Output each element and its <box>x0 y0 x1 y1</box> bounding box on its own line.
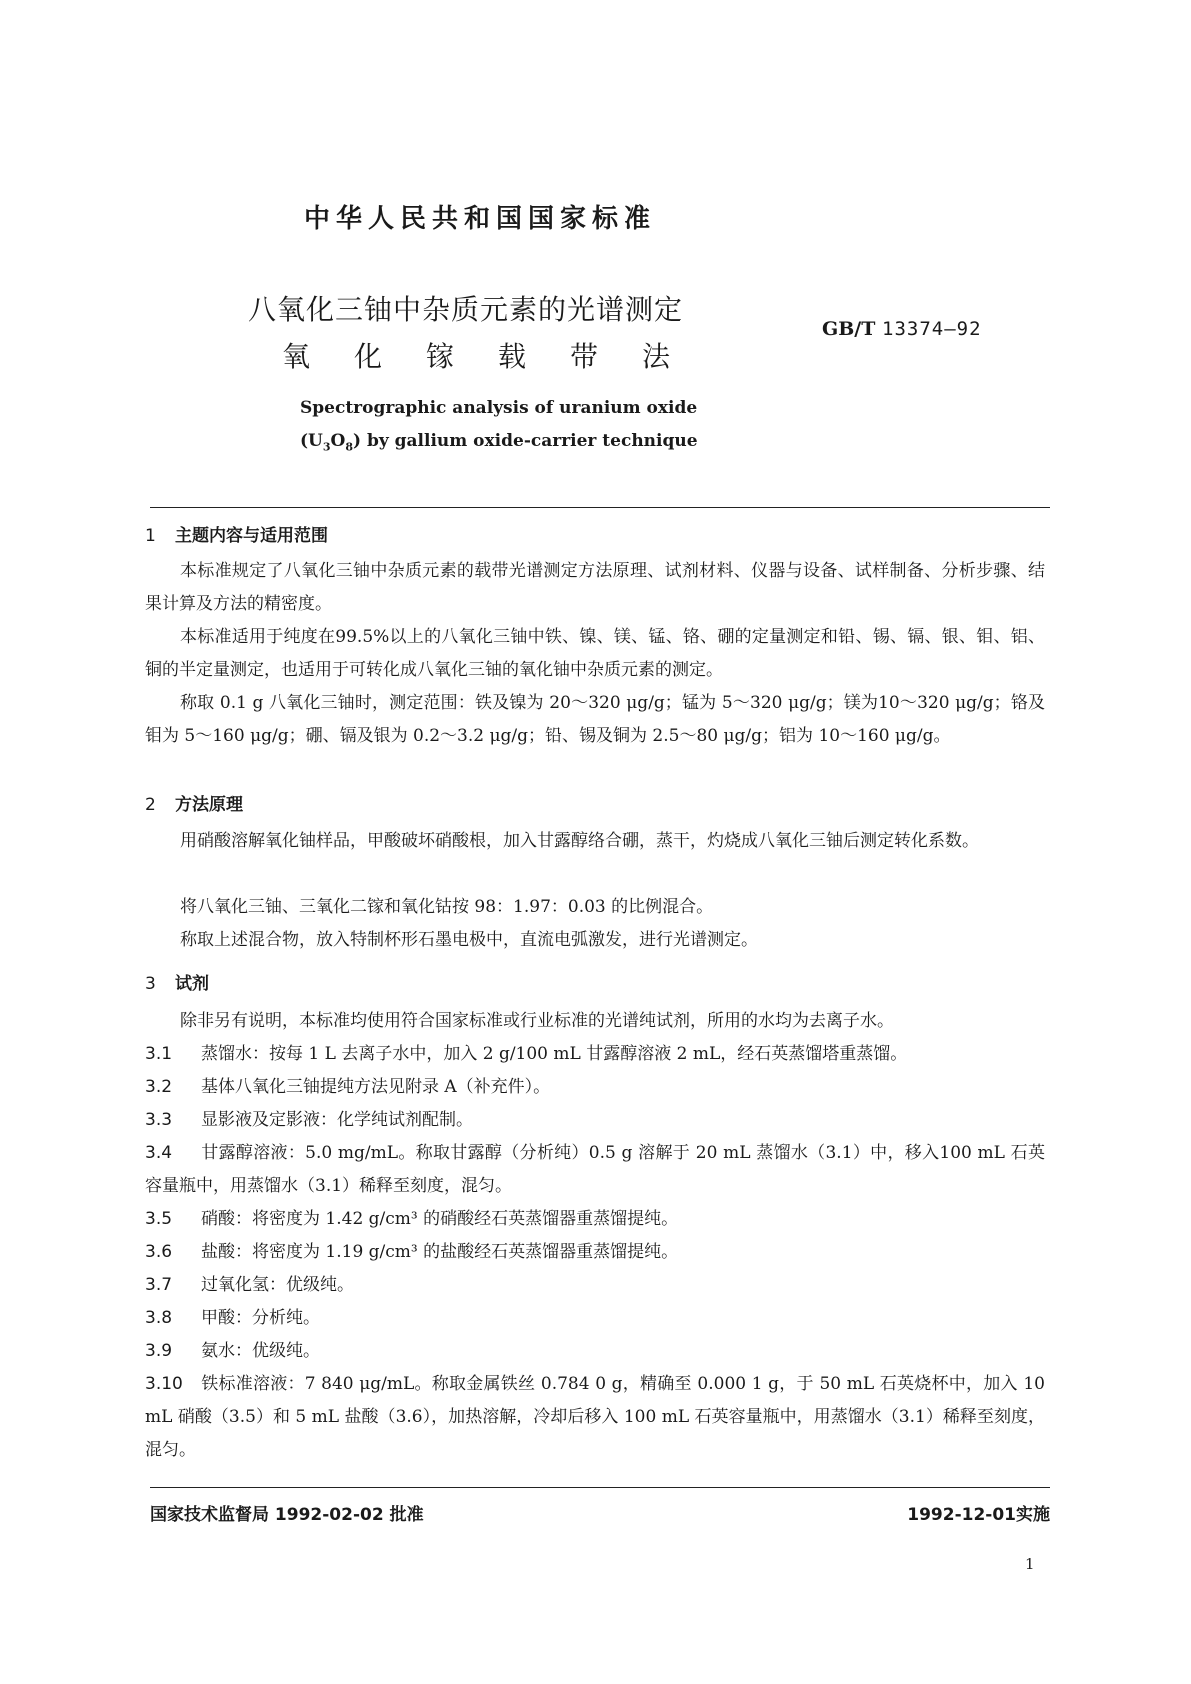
en-title-subscript: 3 <box>322 440 331 454</box>
paragraph: 本标准适用于纯度在99.5%以上的八氧化三铀中铁、镍、镁、锰、铬、硼的定量测定和铅、锡、镉、银、钼、铝、铜的半定量测定，也适用于可转化成八氧化三铀的氧化铀中杂质元素的测定。 <box>145 627 1045 680</box>
chinese-title-line-2: 氧化镓载带法 <box>282 340 715 373</box>
chinese-title-line-1: 八氧化三铀中杂质元素的光谱测定 <box>248 293 684 326</box>
item-text: 甲酸：分析纯。 <box>201 1308 320 1328</box>
item-number: 3.4 <box>145 1143 173 1163</box>
item-text: 蒸馏水：按每 1 L 去离子水中，加入 2 g/100 mL 甘露醇溶液 2 mL，经石英蒸馏塔重蒸馏。 <box>201 1044 908 1064</box>
paragraph: 用硝酸溶解氧化铀样品，甲酸破坏硝酸根，加入甘露醇络合硼，蒸干，灼烧成八氧化三铀后测定转化系数。 <box>180 831 979 851</box>
page-number: 1 <box>1025 1555 1035 1573</box>
section-number: 2 <box>145 795 156 815</box>
item-text: 甘露醇溶液：5.0 mg/mL。称取甘露醇（分析纯）0.5 g 溶解于 20 mL 蒸馏水（3.1）中，移入100 mL 石英容量瓶中，用蒸馏水（3.1）稀释至刻度，混匀。 <box>145 1143 1045 1196</box>
section-heading <box>145 969 209 994</box>
list-item <box>145 1302 1045 1335</box>
list-item <box>145 1104 1045 1137</box>
standard-prefix: GB/T <box>822 318 876 340</box>
standard-number <box>822 318 982 340</box>
item-number: 3.7 <box>145 1275 173 1295</box>
list-item <box>145 1038 1045 1071</box>
paragraph: 除非另有说明，本标准均使用符合国家标准或行业标准的光谱纯试剂，所用的水均为去离子水。 <box>180 1011 894 1031</box>
header-divider <box>150 507 1050 508</box>
item-text: 氨水：优级纯。 <box>201 1341 320 1361</box>
en-title-part: (U <box>300 431 323 451</box>
section-title: 试剂 <box>175 974 209 994</box>
item-number: 3.3 <box>145 1110 173 1130</box>
paragraph: 称取 0.1 g 八氧化三铀时，测定范围：铁及镍为 20～320 μg/g；锰为 5～320 μg/g；镁为10～320 μg/g；铬及钼为 5～160 μg/g；硼、镉及银为 0.2～3.2 μg/g；铅、锡及铜为 2.5～80 μg/g；铝为 10～160 μg/g。 <box>145 693 1045 746</box>
item-text: 硝酸：将密度为 1.42 g/cm³ 的硝酸经石英蒸馏器重蒸馏提纯。 <box>201 1209 679 1229</box>
item-number: 3.6 <box>145 1242 173 1262</box>
item-number: 3.2 <box>145 1077 173 1097</box>
standard-code: 13374—92 <box>882 318 982 340</box>
item-text: 铁标准溶液：7 840 μg/mL。称取金属铁丝 0.784 0 g，精确至 0.000 1 g，于 50 mL 石英烧杯中，加入 10 mL 硝酸（3.5）和 5 mL 盐酸（3.6），加热溶解，冷却后移入 100 mL 石英容量瓶中，用蒸馏水（3.1）稀释至刻度，混匀。 <box>145 1374 1045 1460</box>
list-item <box>145 1236 1045 1269</box>
item-number: 3.10 <box>145 1374 183 1394</box>
section-title: 主题内容与适用范围 <box>175 526 328 546</box>
list-item <box>145 1368 1045 1467</box>
item-text: 过氧化氢：优级纯。 <box>201 1275 354 1295</box>
item-number: 3.9 <box>145 1341 173 1361</box>
implementation-date: 1992-12-01实施 <box>907 1505 1050 1525</box>
en-title-subscript: 8 <box>345 440 353 454</box>
paragraph: 称取上述混合物，放入特制杯形石墨电极中，直流电弧激发，进行光谱测定。 <box>180 930 758 950</box>
list-item <box>145 1203 1045 1236</box>
approval-date: 国家技术监督局 1992-02-02 批准 <box>150 1505 424 1525</box>
paragraph: 将八氧化三铀、三氧化二镓和氧化钴按 98：1.97：0.03 的比例混合。 <box>180 897 714 917</box>
list-item <box>145 1137 1045 1203</box>
english-title-line-2 <box>300 431 698 453</box>
section-number: 3 <box>145 974 156 994</box>
item-text: 基体八氧化三铀提纯方法见附录 A（补充件）。 <box>201 1077 551 1097</box>
footer-divider <box>150 1487 1050 1488</box>
item-text: 显影液及定影液：化学纯试剂配制。 <box>201 1110 473 1130</box>
item-number: 3.5 <box>145 1209 173 1229</box>
list-item <box>145 1071 1045 1104</box>
list-item <box>145 1335 1045 1368</box>
en-title-part: O <box>330 431 346 451</box>
item-text: 盐酸：将密度为 1.19 g/cm³ 的盐酸经石英蒸馏器重蒸馏提纯。 <box>201 1242 679 1262</box>
item-number: 3.8 <box>145 1308 173 1328</box>
paragraph: 本标准规定了八氧化三铀中杂质元素的载带光谱测定方法原理、试剂材料、仪器与设备、试样制备、分析步骤、结果计算及方法的精密度。 <box>145 561 1045 614</box>
section-heading <box>145 790 243 815</box>
english-title-line-1: Spectrographic analysis of uranium oxide <box>300 398 698 418</box>
en-title-part: ) by gallium oxide-carrier technique <box>353 431 698 451</box>
section-title: 方法原理 <box>175 795 243 815</box>
item-number: 3.1 <box>145 1044 173 1064</box>
list-item <box>145 1269 1045 1302</box>
section-number: 1 <box>145 526 156 546</box>
national-standard-heading: 中华人民共和国国家标准 <box>303 204 656 234</box>
section-heading <box>145 521 328 546</box>
